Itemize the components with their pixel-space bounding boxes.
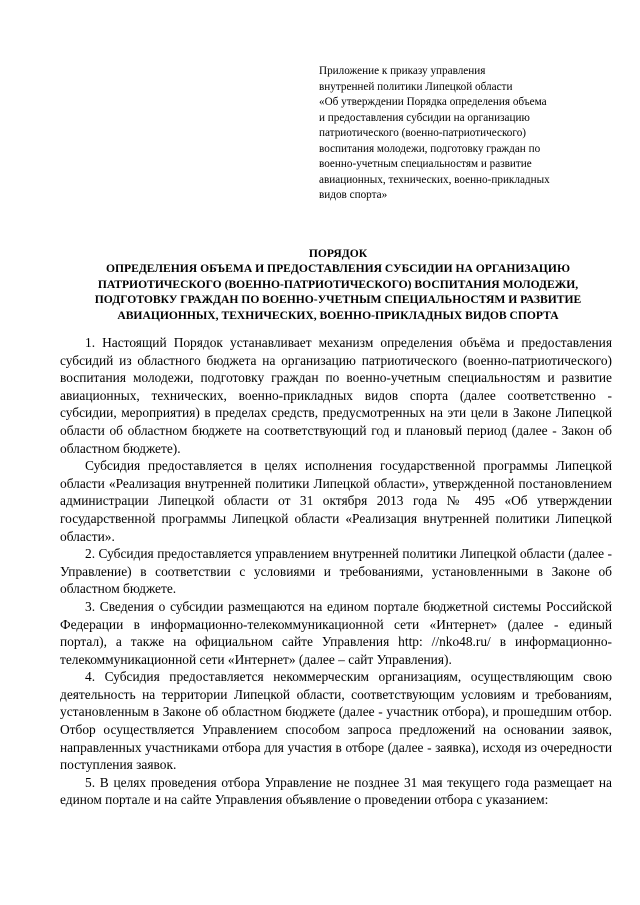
document-body (60, 334, 612, 809)
annex-line: и предоставления субсидии на организацию (319, 111, 530, 124)
annex-line: воспитания молодежи, подготовку граждан по (319, 142, 541, 155)
title-line: ПОДГОТОВКУ ГРАЖДАН ПО ВОЕННО-УЧЕТНЫМ СПЕЦИАЛЬНОСТЯМ И РАЗВИТИЕ (94, 293, 582, 307)
title-line: ОПРЕДЕЛЕНИЯ ОБЪЕМА И ПРЕДОСТАВЛЕНИЯ СУБСИДИИ НА ОРГАНИЗАЦИЮ (105, 262, 570, 276)
paragraph: Субсидия предоставляется в целях исполнения государственной программы Липецкой области «Реализация внутренней политики Липецкой области», утвержденной постановлением администрации Липецкой области от 31 октября 2013 года № 495 «Об утверждении государственной программы Липецкой области «Реализация внутренней политики Липецкой области». (60, 458, 612, 544)
annex-line: Приложение к приказу управления (319, 65, 486, 77)
title-line: ПАТРИОТИЧЕСКОГО (ВОЕННО-ПАТРИОТИЧЕСКОГО) ВОСПИТАНИЯ МОЛОДЕЖИ, (97, 277, 579, 291)
paragraph: 3. Сведения о субсидии размещаются на едином портале бюджетной системы Российской Федерации в информационно-телекоммуникационной сети «Интернет» (далее - единый портал), а также на официальном сайте Управления http: //nko48.ru/ в информационно-телекоммуникационной сети «Интернет» (далее – сайт Управления). (60, 598, 612, 667)
annex-line: военно-учетным специальностям и развитие (319, 158, 532, 170)
annex-block (319, 64, 599, 204)
annex-line: авиационных, технических, военно-прикладных (319, 173, 550, 186)
annex-line: патриотического (военно-патриотического) (319, 127, 527, 139)
paragraph: 5. В целях проведения отбора Управление не позднее 31 мая текущего года размещает на едином портале и на сайте Управления объявление о проведении отбора с указанием: (60, 774, 612, 808)
paragraph: 4. Субсидия предоставляется некоммерческим организациям, осуществляющим свою деятельность на территории Липецкой области, соответствующим условиям и требованиям, установленным в Законе об областном бюджете (далее - участник отбора), и прошедшим отбор. Отбор осуществляется Управлением способом запроса предложений на основании заявок, направленных участниками отбора для участия в отборе (далее - заявка), исходя из очередности поступления заявок. (60, 669, 612, 773)
annex-line: видов спорта» (319, 189, 388, 201)
paragraph: 1. Настоящий Порядок устанавливает механизм определения объёма и предоставления субсидий из областного бюджета на организацию патриотического (военно-патриотического) воспитания молодежи, подготовку граждан по военно-учетным специальностям и развитие авиационных, технических, военно-прикладных видов спорта (далее соответственно - субсидии, мероприятия) в пределах средств, предусмотренных на эти цели в Законе Липецкой области об областном бюджете на соответствующий год и плановый период (далее - Закон об областном бюджете). (60, 335, 612, 456)
document-title (40, 246, 636, 323)
annex-line: внутренней политики Липецкой области (319, 80, 513, 93)
title-line: АВИАЦИОННЫХ, ТЕХНИЧЕСКИХ, ВОЕННО-ПРИКЛАДНЫХ ВИДОВ СПОРТА (117, 308, 559, 322)
paragraph: 2. Субсидия предоставляется управлением внутренней политики Липецкой области (далее - Управление) в соответствии с условиями и требованиями, установленными в Законе об областном бюджете. (60, 546, 612, 597)
title-line: ПОРЯДОК (308, 247, 368, 260)
annex-line: «Об утверждении Порядка определения объема (319, 96, 547, 108)
